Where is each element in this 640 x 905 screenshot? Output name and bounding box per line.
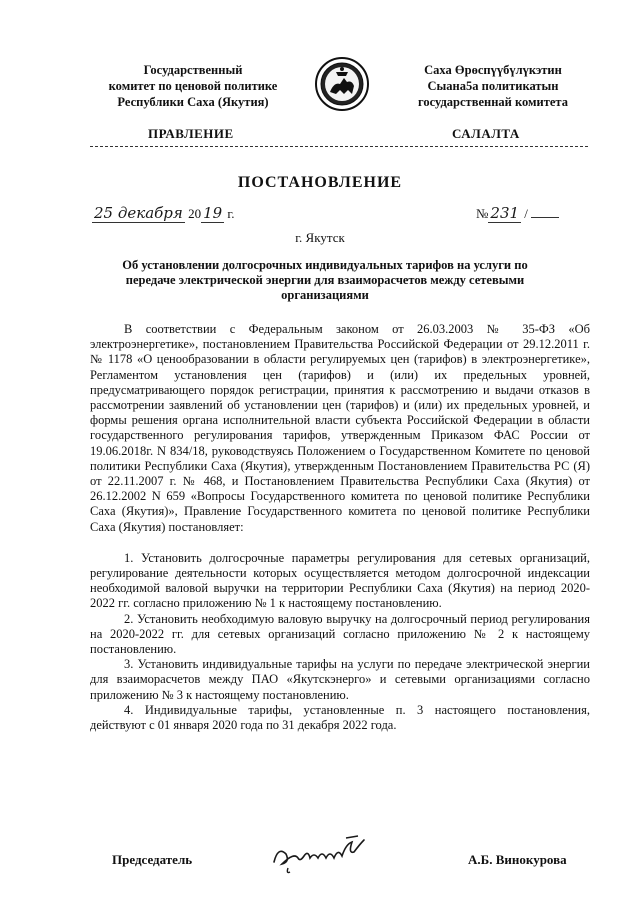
number-handwritten: 231 — [490, 204, 520, 222]
document-body — [90, 322, 590, 733]
header-right-org — [378, 62, 608, 110]
header-left-subtitle: ПРАВЛЕНИЕ — [148, 126, 234, 141]
coat-of-arms-emblem-icon — [314, 56, 370, 112]
number-blank — [531, 205, 559, 218]
body-item-paragraph: 4. Индивидуальные тарифы, установленные п. 3 настоящего постановления, действуют с 01 января 2020 года по 31 декабря 2022 года. — [90, 702, 590, 733]
header-right-subtitle: САЛАЛТА — [452, 126, 520, 141]
header-left-line: Республики Саха (Якутия) — [117, 95, 269, 109]
document-number — [476, 204, 559, 222]
date-unit: г. — [227, 206, 235, 221]
number-slash: / — [524, 206, 528, 221]
header-right-line: Саха Өрөспүүбүлүкэтин — [424, 63, 562, 77]
header-left-line: Государственный — [143, 63, 243, 77]
date-year-prefix: 20 — [188, 206, 202, 221]
document-city: г. Якутск — [295, 230, 345, 245]
body-item-paragraph: 2. Установить необходимую валовую выручку на долгосрочный период регулирования на 2020-2022 гг. для сетевых организаций согласно приложению № 2 к настоящему постановлению. — [90, 611, 590, 657]
document-subject: Об установлении долгосрочных индивидуальных тарифов на услуги по передаче электрической энергии для взаиморасчетов между сетевыми организациями — [122, 258, 528, 302]
signatory-position: Председатель — [112, 852, 193, 867]
date-day-handwritten: 25 декабря — [94, 204, 183, 222]
handwritten-signature — [268, 832, 372, 876]
header-right-line: государственнай комитета — [418, 95, 568, 109]
body-item-paragraph: 1. Установить долгосрочные параметры регулирования для сетевых организаций, регулирование деятельности которых осуществляется методом долгосрочной индексации необходимой валовой выручки на территории Республики Саха (Якутия) на период 2020-2022 гг. согласно приложению № 1 к настоящему постановлению. — [90, 550, 590, 611]
document-title: ПОСТАНОВЛЕНИЕ — [237, 174, 403, 191]
header-left-line: комитет по ценовой политике — [108, 79, 278, 93]
header-left-org — [78, 62, 308, 110]
header-right-line: Сыана5а политикатын — [427, 79, 559, 93]
date-year-handwritten: 19 — [203, 204, 223, 222]
body-intro-paragraph: В соответствии с Федеральным законом от 26.03.2003 № 35-ФЗ «Об электроэнергетике», постановлением Правительства Российской Федерации от 29.12.2011 г. № 1178 «О ценообразовании в области регулируемых цен (тарифов) в электроэнергетике», Регламентом установления цен (тарифов) и (или) их предельных уровней, предусматривающего порядок регистрации, принятия к рассмотрению и выдачи отказов в рассмотрении заявлений об установлении цен (тарифов) и (или) их предельных уровней, и формы решения органа исполнительной власти субъекта Российской Федерации в области государственного регулирования тарифов, утвержденным Приказом ФАС России от 19.06.2018г. N 834/18, руководствуясь Положением о Государственном Комитете по ценовой политики Республики Саха (Якутия), утвержденным Постановлением Правительства РС (Я) от 22.11.2007 г. № 468, и Постановлением Правительства Республики Саха (Якутия) от 26.12.2002 N 659 «Вопросы Государственного комитета по ценовой политике Республики Саха (Якутия)», Правление Государственного комитета по ценовой политике Республики Саха (Якутия) постановляет: — [90, 322, 590, 534]
document-date — [92, 204, 235, 222]
signatory-name: А.Б. Винокурова — [468, 852, 567, 867]
number-prefix: № — [476, 206, 489, 221]
header-divider — [90, 146, 588, 147]
body-item-paragraph: 3. Установить индивидуальные тарифы на услуги по передаче электрической энергии для взаиморасчетов между ПАО «Якутскэнерго» и сетевыми организациями согласно приложению № 3 к настоящему постановлению. — [90, 657, 590, 702]
